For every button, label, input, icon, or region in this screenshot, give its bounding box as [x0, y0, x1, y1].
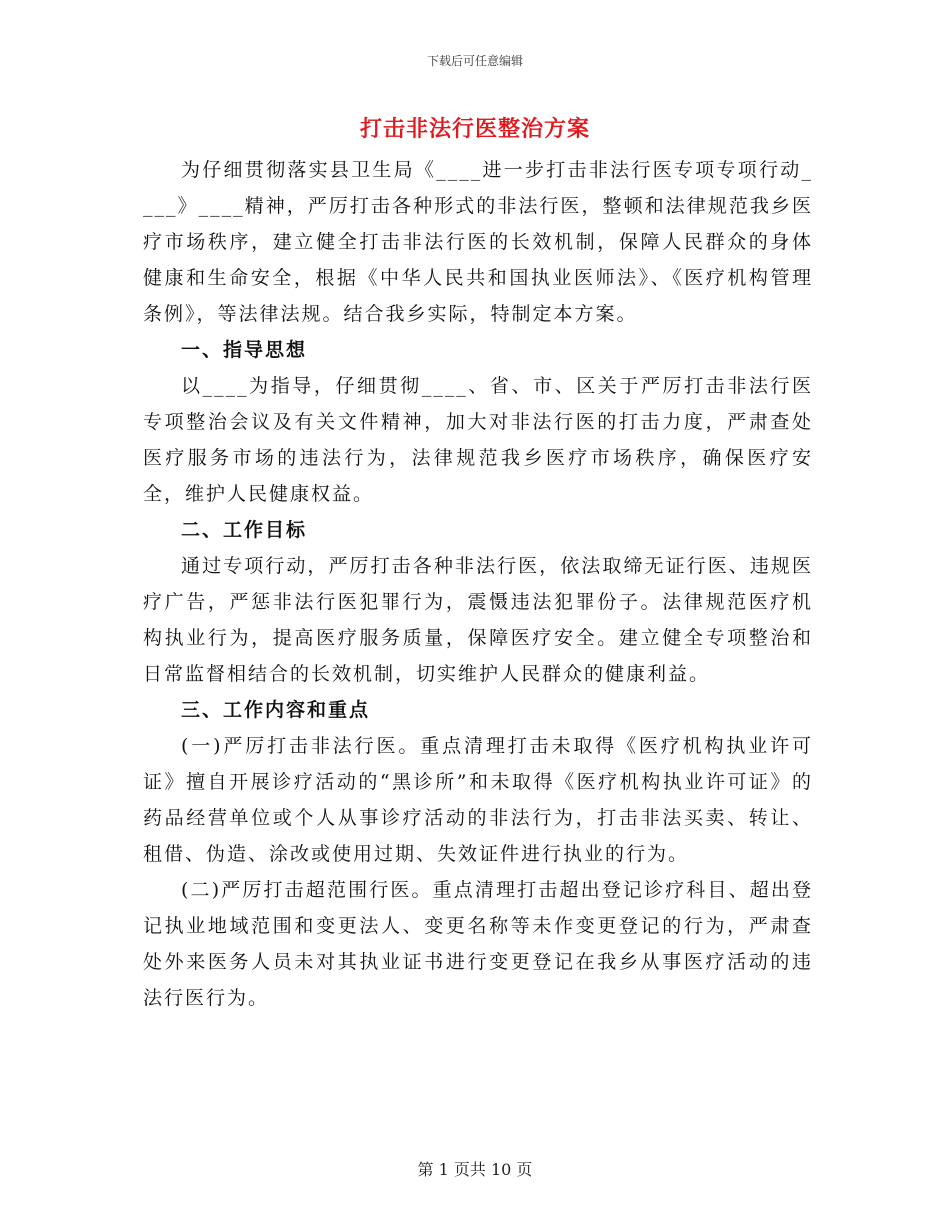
page-footer: 第 1 页共 10 页 [417, 1160, 533, 1179]
paragraph-item-2: (二)严厉打击超范围行医。重点清理打击超出登记诊疗科目、超出登记执业地域范围和变更法人、变更名称等未作变更登记的行为，严肃查处外来医务人员未对其执业证书进行变更登记在我乡从事医疗活动的违法行医行为。 [143, 879, 813, 1009]
document-title: 打击非法行医整治方案 [359, 117, 590, 142]
heading-guiding-ideology: 一、指导思想 [181, 339, 308, 361]
paragraph-guiding-ideology: 以____为指导，仔细贯彻____、省、市、区关于严厉打击非法行医专项整治会议及有关文件精神，加大对非法行医的打击力度，严肃查处医疗服务市场的违法行为，法律规范我乡医疗市场秩序，确保医疗安全，维护人民健康权益。 [143, 375, 813, 505]
paragraph-intro: 为仔细贯彻落实县卫生局《____进一步打击非法行医专项专项行动____》____精神，严厉打击各种形式的非法行医，整顿和法律规范我乡医疗市场秩序，建立健全打击非法行医的长效机制，保障人民群众的身体健康和生命安全，根据《中华人民共和国执业医师法》、《医疗机构管理条例》，等法律法规。结合我乡实际，特制定本方案。 [143, 159, 813, 325]
heading-work-goals: 二、工作目标 [181, 519, 308, 541]
document-body [143, 152, 813, 1016]
paragraph-item-1: (一)严厉打击非法行医。重点清理打击未取得《医疗机构执业许可证》擅自开展诊疗活动的“黑诊所”和未取得《医疗机构执业许可证》的药品经营单位或个人从事诊疗活动的非法行为，打击非法买卖、转让、租借、伪造、涂改或使用过期、失效证件进行执业的行为。 [143, 735, 813, 865]
heading-work-content: 三、工作内容和重点 [181, 699, 371, 721]
header-note: 下载后可任意编辑 [426, 54, 523, 68]
paragraph-work-goals: 通过专项行动，严厉打击各种非法行医，依法取缔无证行医、违规医疗广告，严惩非法行医犯罪行为，震慑违法犯罪份子。法律规范医疗机构执业行为，提高医疗服务质量，保障医疗安全。建立健全专项整治和日常监督相结合的长效机制，切实维护人民群众的健康利益。 [143, 555, 813, 685]
